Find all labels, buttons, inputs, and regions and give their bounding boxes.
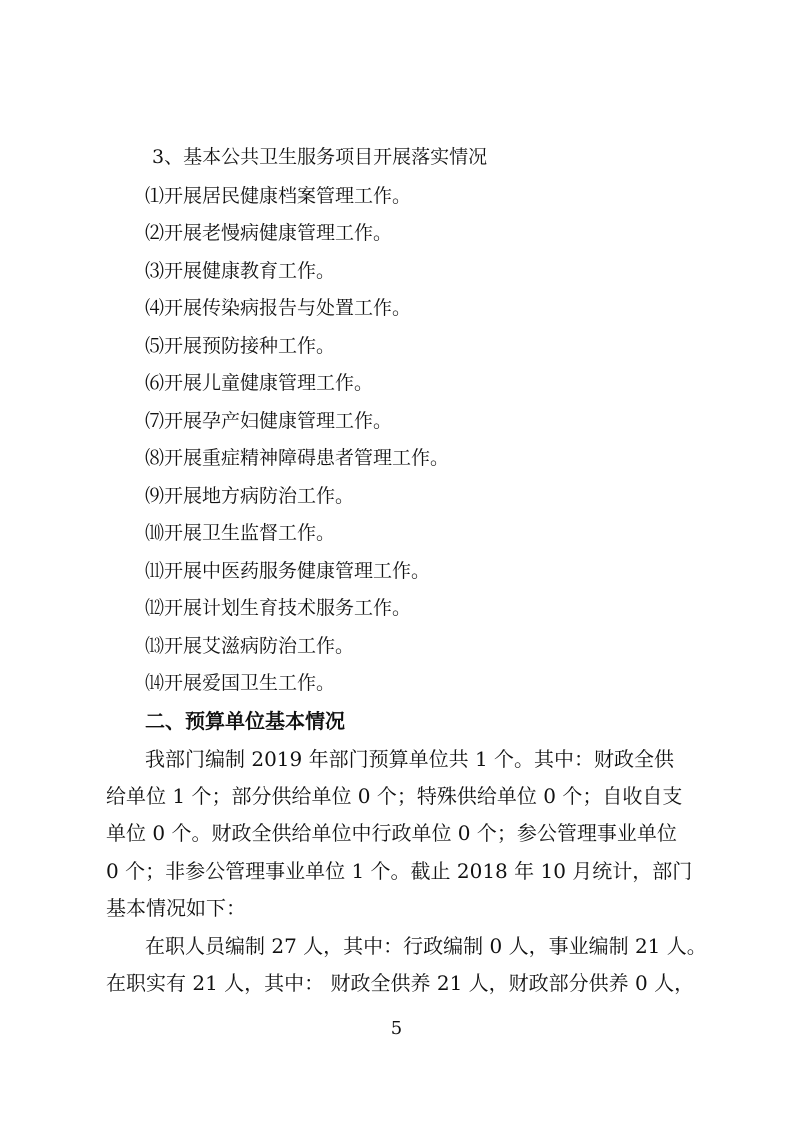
- paragraph-line: 在职实有 21 人，其中： 财政全供养 21 人，财政部分供养 0 人，: [106, 971, 695, 995]
- page-number: 5: [390, 1018, 403, 1039]
- list-item: ⑷开展传染病报告与处置工作。: [145, 297, 412, 319]
- list-item: ⑵开展老慢病健康管理工作。: [145, 222, 393, 244]
- list-item: ⑴开展居民健康档案管理工作。: [145, 185, 412, 207]
- paragraph-line: 在职人员编制 27 人，其中：行政编制 0 人，事业编制 21 人。: [145, 934, 707, 958]
- list-item: ⑶开展健康教育工作。: [145, 260, 336, 282]
- list-item: ⑹开展儿童健康管理工作。: [145, 372, 374, 394]
- list-item: ⑽开展卫生监督工作。: [145, 522, 336, 544]
- list-item: ⑺开展孕产妇健康管理工作。: [145, 410, 393, 432]
- list-item: ⑻开展重症精神障碍患者管理工作。: [145, 447, 450, 469]
- paragraph-line: 基本情况如下：: [106, 896, 246, 920]
- paragraph-line: 给单位 1 个；部分供给单位 0 个；特殊供给单位 0 个；自收自支: [106, 784, 683, 808]
- section-title: 3、基本公共卫生服务项目开展落实情况: [152, 146, 488, 168]
- section-heading: 二、预算单位基本情况: [145, 709, 345, 733]
- list-item: ⑸开展预防接种工作。: [145, 335, 336, 357]
- list-item: ⑿开展计划生育技术服务工作。: [145, 597, 412, 619]
- paragraph-line: 单位 0 个。财政全供给单位中行政单位 0 个；参公管理事业单位: [106, 821, 677, 845]
- paragraph-line: 我部门编制 2019 年部门预算单位共 1 个。其中：财政全供: [145, 747, 675, 771]
- list-item: ⑾开展中医药服务健康管理工作。: [145, 560, 431, 582]
- list-item: ⒁开展爱国卫生工作。: [145, 672, 336, 694]
- list-item: ⑼开展地方病防治工作。: [145, 485, 355, 507]
- list-item: ⒀开展艾滋病防治工作。: [145, 635, 355, 657]
- paragraph-line: 0 个；非参公管理事业单位 1 个。截止 2018 年 10 月统计，部门: [106, 859, 693, 883]
